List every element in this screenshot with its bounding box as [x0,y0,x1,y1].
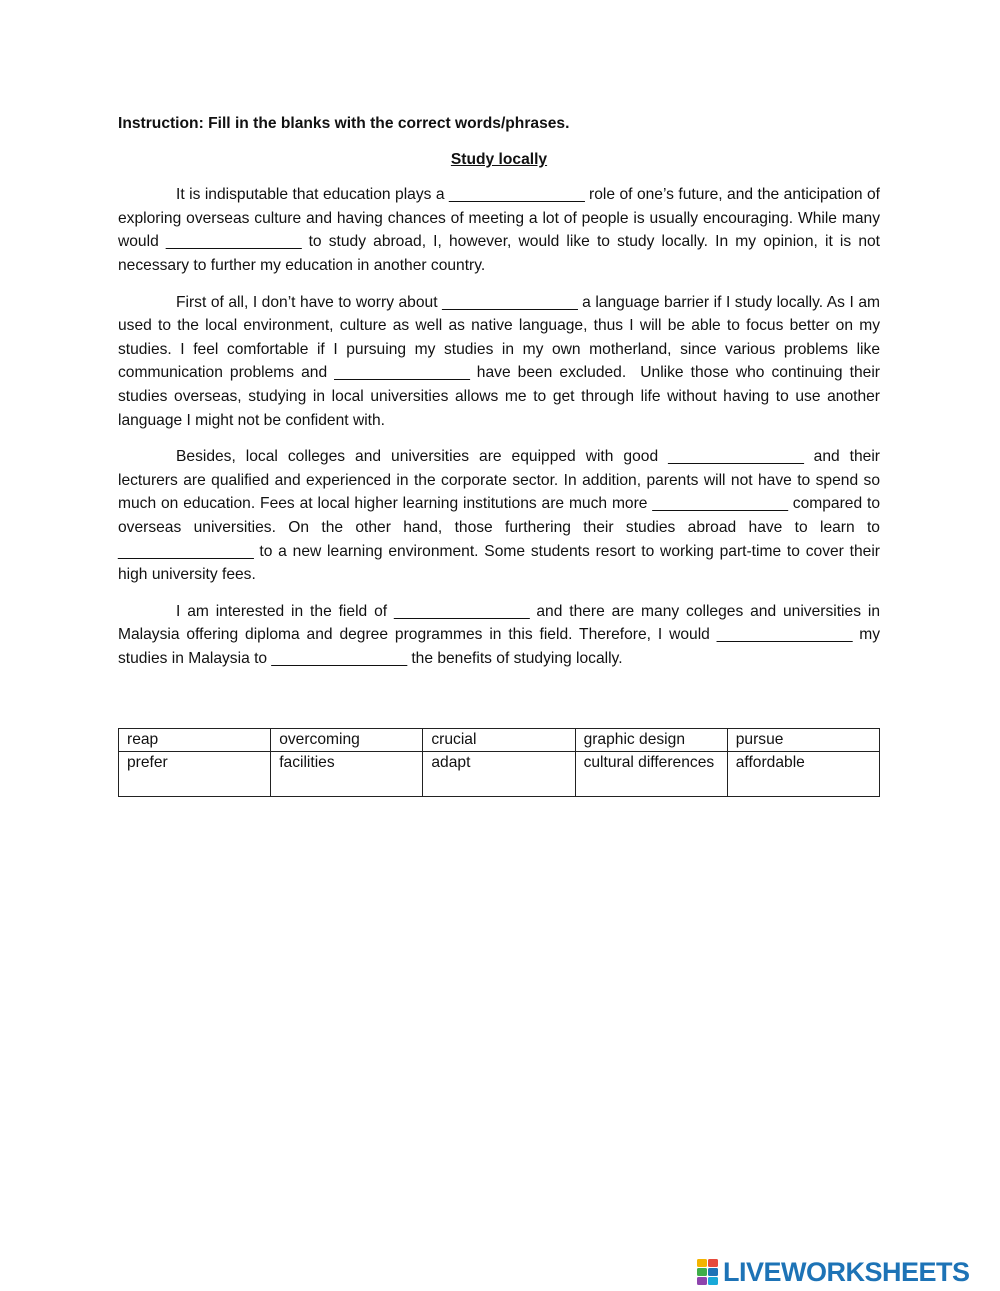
word-bank-cell: pursue [727,729,879,752]
paragraph-text: compared to overseas universities. On the other hand, those furthering their studies abroad have to learn to [118,495,880,536]
word-bank-cell: overcoming [271,729,423,752]
word-bank-cell: affordable [727,752,879,797]
fill-blank-5[interactable]: ________________ [668,448,804,466]
word-bank-cell: crucial [423,729,575,752]
word-bank-cell: adapt [423,752,575,797]
fill-blank-1[interactable]: ________________ [449,186,585,204]
word-bank-cell: graphic design [575,729,727,752]
fill-blank-6[interactable]: ________________ [652,495,788,513]
paragraph-1 [118,183,880,277]
paragraph-text: to study abroad, I, however, would like to study locally. In my opinion, it is not necessary to further my education in another country. [118,233,881,274]
brand-name: LIVEWORKSHEETS [723,1256,970,1287]
fill-blank-7[interactable]: ________________ [118,542,254,560]
paragraph-text: and there are many colleges and universities in Malaysia offering diploma and degree programmes in this field. Therefore, I would [118,602,880,644]
word-bank-row [119,752,880,797]
fill-blank-3[interactable]: ________________ [442,293,578,311]
word-bank-cell: facilities [271,752,423,797]
fill-blank-8[interactable]: ________________ [393,602,530,620]
paragraph-2 [118,291,880,433]
paragraph-text: and their lecturers are qualified and experienced in the corporate sector. In addition, parents will not have to spend so much on education. Fees at local higher learning institutions are much more [118,448,880,513]
paragraph-text: a language barrier if I study locally. As I am used to the local environment, culture as well as native language, thus I will be able to focus better on my studies. I feel comfortable if I pursuing my studies in my own motherland, since various problems like communication problems and [118,293,880,382]
paragraph-text: my studies in Malaysia to [118,626,881,667]
worksheet-title: Study locally [450,150,548,168]
fill-blank-4[interactable]: ________________ [334,364,470,382]
paragraph-3 [118,445,880,587]
paragraph-text: have been excluded. Unlike those who continuing their studies overseas, studying in local universities allows me to get through life without having to use another language I might not be confident with. [118,364,880,429]
paragraph-text: the benefits of studying locally. [406,649,623,667]
paragraph-text: Besides, local colleges and universities are equipped with good [176,448,669,466]
paragraph-text: First of all, I don’t have to worry about [176,293,443,311]
word-bank-row [119,729,880,752]
liveworksheets-logo-icon [697,1259,719,1285]
fill-blank-2[interactable]: ________________ [165,233,302,251]
worksheet [118,112,880,683]
paragraph-text: It is indisputable that education plays a [176,186,450,204]
paragraph-text: to a new learning environment. Some students resort to working part-time to cover their high university fees. [118,542,880,584]
liveworksheets-branding [697,1257,995,1287]
fill-blank-10[interactable]: ________________ [271,649,407,667]
word-bank-cell: reap [119,729,271,752]
paragraph-4 [118,600,880,671]
word-bank-cell: cultural differences [575,752,727,797]
word-bank-cell: prefer [119,752,271,797]
instruction-text: Instruction: Fill in the blanks with the correct words/phrases. [118,115,570,132]
fill-blank-9[interactable]: ________________ [716,626,853,644]
paragraph-text: I am interested in the field of [176,602,394,620]
paragraph-text: role of one’s future, and the anticipation of exploring overseas culture and having chances of meeting a lot of people is usually encouraging. While many would [118,186,880,251]
word-bank-table [118,728,880,797]
